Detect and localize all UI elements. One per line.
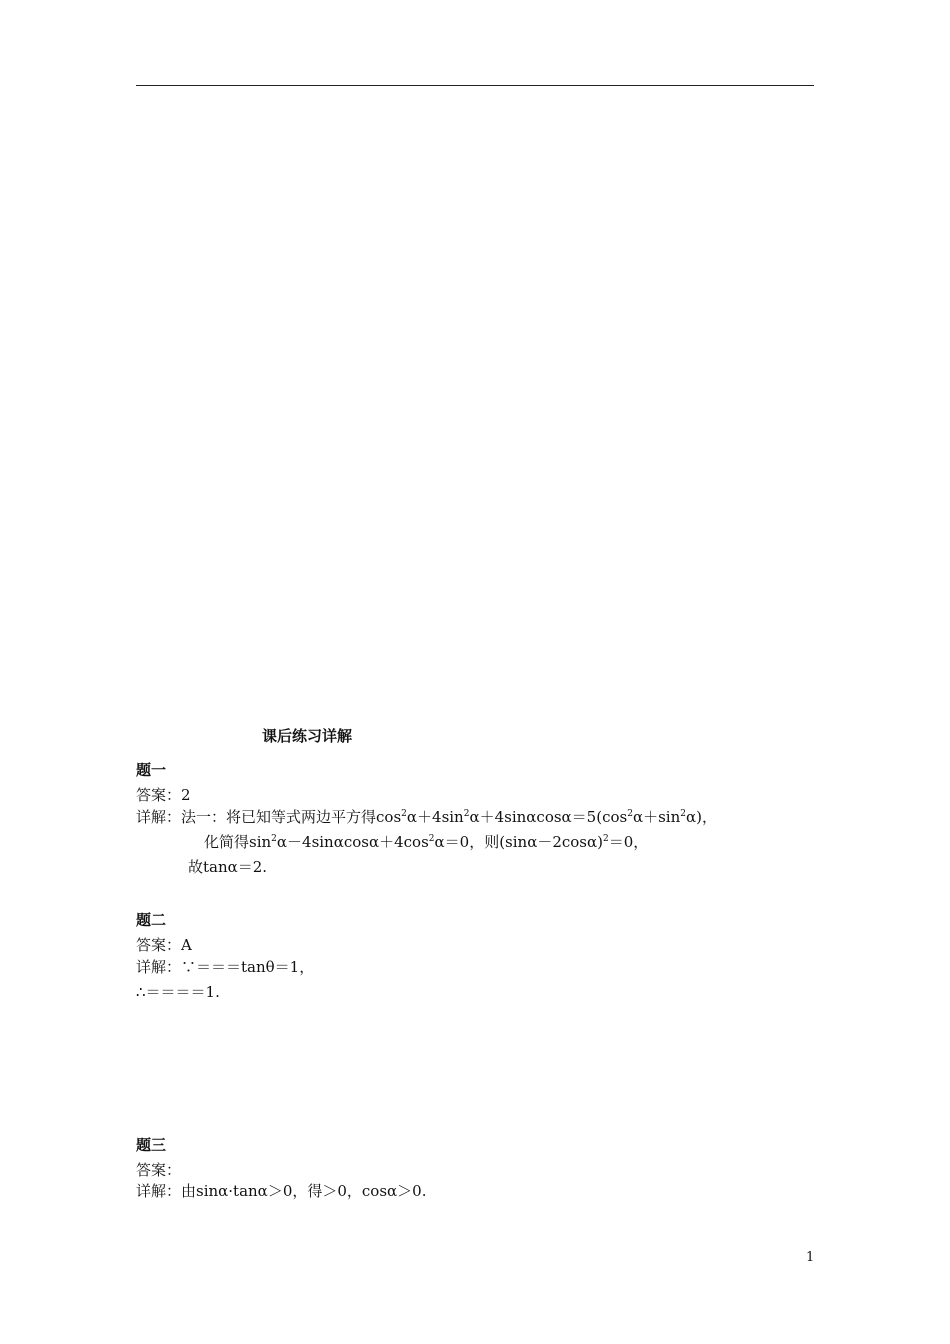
page-number: 1 <box>806 1250 815 1265</box>
superscript: 2 <box>463 809 470 819</box>
problem-3-detail: 详解：由sinα·tanα＞0，得＞0，cosα＞0. <box>136 1182 427 1200</box>
detail-text: α＋4sinαcosα＝5(cos <box>469 808 628 826</box>
superscript: 2 <box>627 809 633 819</box>
superscript: 2 <box>271 834 277 844</box>
superscript: 2 <box>680 809 686 819</box>
problem-1-detail-line-1 <box>136 808 717 826</box>
problem-1-detail-line-3: 故tanα＝2. <box>188 858 268 876</box>
detail-text: ＝0， <box>608 833 649 851</box>
detail-text: α＋sin <box>632 808 681 826</box>
page-title: 课后练习详解 <box>262 727 353 745</box>
detail-text: 化简得sin <box>204 833 272 851</box>
detail-text: α＋4sin <box>406 808 464 826</box>
detail-text: α＝0，则(sinα－2cosα) <box>434 833 603 851</box>
detail-text: α)， <box>685 808 717 826</box>
problem-3-answer: 答案： <box>136 1161 182 1179</box>
superscript: 2 <box>428 834 435 844</box>
header-rule <box>136 85 814 86</box>
detail-label: 详解： <box>136 808 182 826</box>
problem-2-conclusion: ∴＝＝＝＝1. <box>136 983 220 1001</box>
problem-2-heading: 题二 <box>136 911 167 929</box>
superscript: 2 <box>602 834 609 844</box>
problem-2-answer: 答案：A <box>136 936 192 954</box>
problem-1-detail-line-2 <box>204 833 648 851</box>
problem-1-answer: 答案：2 <box>136 786 191 804</box>
superscript: 2 <box>401 809 407 819</box>
detail-text: α－4sinαcosα＋4cos <box>276 833 429 851</box>
detail-text: 法一：将已知等式两边平方得cos <box>181 808 402 826</box>
problem-3-heading: 题三 <box>136 1136 167 1154</box>
problem-2-detail: 详解：∵＝＝＝tanθ＝1， <box>136 958 315 976</box>
problem-1-heading: 题一 <box>136 761 167 779</box>
